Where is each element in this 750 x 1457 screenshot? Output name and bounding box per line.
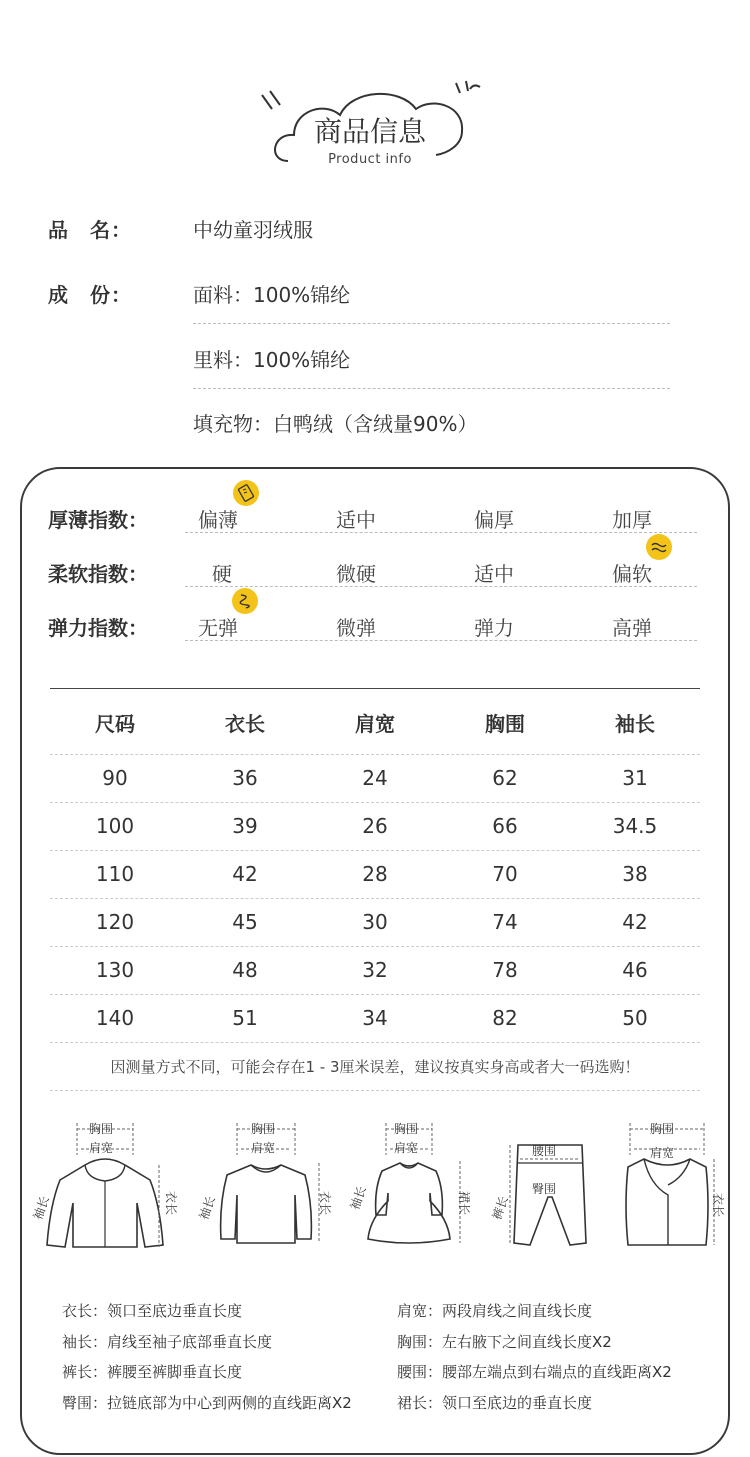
thickness-option: 偏薄 [198, 508, 238, 532]
divider [193, 323, 670, 324]
table-divider [50, 1042, 700, 1043]
legend-item: 裤长：裤腰至裤脚垂直长度 [62, 1363, 243, 1381]
legend-item: 腰围：腰部左端点到右端点的直线距离X2 [397, 1363, 672, 1381]
thickness-index-label: 厚薄指数： [48, 508, 148, 532]
length-label: 衣长 [711, 1193, 725, 1218]
dress-illustration [347, 1115, 480, 1255]
softness-option: 硬 [212, 562, 232, 586]
vest-illustration [610, 1115, 730, 1255]
softness-index-label: 柔软指数： [48, 562, 148, 586]
divider [185, 532, 697, 533]
shoulder-label: 肩宽 [89, 1141, 114, 1155]
chest-label: 胸围 [394, 1122, 419, 1136]
table-cell: 50 [622, 1006, 648, 1030]
softness-option: 偏软 [612, 562, 652, 586]
legend-item: 胸围：左右腋下之间直线长度X2 [397, 1333, 612, 1351]
pants-illustration [490, 1115, 600, 1255]
sleeve-label: 袖长 [30, 1194, 52, 1222]
softness-option: 适中 [474, 562, 514, 586]
table-cell: 45 [232, 910, 258, 934]
table-divider [50, 946, 700, 947]
table-cell: 39 [232, 814, 258, 838]
thickness-option: 偏厚 [474, 508, 514, 532]
table-divider [50, 754, 700, 755]
table-cell: 66 [492, 814, 518, 838]
product-name-value: 中幼童羽绒服 [193, 218, 313, 242]
table-cell: 82 [492, 1006, 518, 1030]
shoulder-label: 肩宽 [251, 1141, 276, 1155]
ruler-icon [233, 480, 259, 506]
divider [185, 586, 697, 587]
table-cell: 30 [362, 910, 388, 934]
table-divider [50, 850, 700, 851]
table-header-size: 尺码 [95, 712, 135, 736]
measurement-note: 因测量方式不同，可能会存在1 - 3厘米误差，建议按真实身高或者大一码选购！ [110, 1058, 640, 1076]
table-cell: 34.5 [612, 814, 658, 838]
table-cell: 28 [362, 862, 388, 886]
table-cell: 51 [232, 1006, 258, 1030]
table-cell: 90 [102, 766, 128, 790]
table-cell: 42 [622, 910, 648, 934]
table-divider [50, 1090, 700, 1091]
table-cell: 26 [362, 814, 388, 838]
table-cell: 78 [492, 958, 518, 982]
elasticity-option: 高弹 [612, 616, 652, 640]
legend-item: 臀围：拉链底部为中心到两侧的直线距离X2 [62, 1394, 352, 1412]
softness-option: 微硬 [336, 562, 376, 586]
sweater-illustration [195, 1115, 345, 1255]
elasticity-option: 弹力 [474, 616, 514, 640]
thickness-option: 加厚 [612, 508, 652, 532]
divider [193, 388, 670, 389]
chest-label: 胸围 [251, 1122, 276, 1136]
legend-item: 肩宽：两段肩线之间直线长度 [397, 1302, 593, 1320]
elasticity-option: 微弹 [336, 616, 376, 640]
legend-item: 衣长：领口至底边垂直长度 [62, 1302, 243, 1320]
table-cell: 36 [232, 766, 258, 790]
hip-label: 臀围 [532, 1182, 557, 1196]
table-divider [50, 898, 700, 899]
composition-label: 成 份： [48, 283, 132, 307]
wave-icon [646, 534, 672, 560]
table-cell: 46 [622, 958, 648, 982]
length-label: 衣长 [164, 1191, 178, 1216]
table-cell: 140 [95, 1006, 135, 1030]
jacket-illustration [25, 1115, 185, 1255]
table-cell: 48 [232, 958, 258, 982]
divider [185, 640, 697, 641]
table-cell: 100 [95, 814, 135, 838]
table-cell: 31 [622, 766, 648, 790]
filling-value: 填充物：白鸭绒（含绒量90%） [193, 412, 478, 436]
thickness-option: 适中 [336, 508, 376, 532]
table-cell: 38 [622, 862, 648, 886]
chest-label: 胸围 [89, 1122, 114, 1136]
shoulder-label: 肩宽 [650, 1146, 675, 1160]
table-cell: 34 [362, 1006, 388, 1030]
table-header-length: 衣长 [225, 712, 265, 736]
section-subtitle: Product info [328, 152, 412, 167]
table-header-sleeve: 袖长 [615, 712, 655, 736]
table-header-chest: 胸围 [485, 712, 525, 736]
table-divider [50, 802, 700, 803]
product-name-label: 品 名： [48, 218, 132, 242]
spring-icon [232, 588, 258, 614]
sleeve-label: 袖长 [196, 1194, 218, 1222]
length-label: 衣长 [318, 1191, 332, 1216]
elasticity-index-label: 弹力指数： [48, 616, 148, 640]
waist-label: 腰围 [532, 1144, 557, 1158]
table-cell: 62 [492, 766, 518, 790]
table-top-border [50, 688, 700, 689]
length-label: 裙长 [457, 1191, 471, 1216]
shoulder-label: 肩宽 [394, 1141, 419, 1155]
table-cell: 42 [232, 862, 258, 886]
lining-value: 里料：100%锦纶 [193, 348, 351, 372]
table-cell: 32 [362, 958, 388, 982]
section-title: 商品信息 [313, 115, 426, 148]
table-header-shoulder: 肩宽 [355, 712, 395, 736]
chest-label: 胸围 [650, 1122, 675, 1136]
legend-item: 裙长：领口至底边的垂直长度 [397, 1394, 593, 1412]
fabric-value: 面料：100%锦纶 [193, 283, 351, 307]
table-cell: 110 [95, 862, 135, 886]
table-cell: 120 [95, 910, 135, 934]
table-divider [50, 994, 700, 995]
legend-item: 袖长：肩线至袖子底部垂直长度 [62, 1333, 273, 1351]
table-cell: 130 [95, 958, 135, 982]
elasticity-option: 无弹 [198, 616, 238, 640]
pants-length-label: 裤长 [489, 1194, 511, 1222]
table-cell: 70 [492, 862, 518, 886]
table-cell: 24 [362, 766, 388, 790]
table-cell: 74 [492, 910, 518, 934]
sleeve-label: 袖长 [347, 1184, 369, 1212]
